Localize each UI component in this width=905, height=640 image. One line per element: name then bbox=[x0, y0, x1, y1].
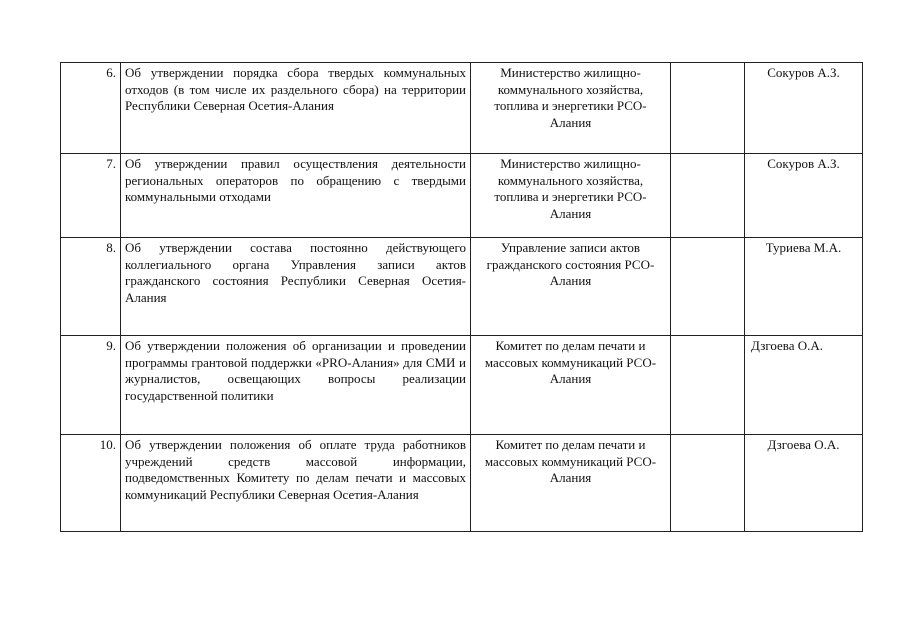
document-title: Об утверждении состава постоянно действующего коллегиального органа Управления записи актов гражданского состояния Республики Северная Осетия-Алания bbox=[121, 238, 471, 336]
table-row bbox=[61, 435, 863, 532]
deadline-cell bbox=[671, 238, 745, 336]
row-number: 8. bbox=[61, 238, 121, 336]
legislation-plan-table bbox=[60, 62, 863, 532]
responsible-body: Комитет по делам печати и массовых коммуникаций РСО-Алания bbox=[471, 435, 671, 532]
document-title: Об утверждении положения об организации и проведении программы грантовой поддержки «PRO-Алания» для СМИ и журналистов, освещающих вопросы реализации государственной политики bbox=[121, 336, 471, 435]
row-number: 10. bbox=[61, 435, 121, 532]
deadline-cell bbox=[671, 154, 745, 238]
responsible-person: Дзгоева О.А. bbox=[745, 435, 863, 532]
responsible-body: Министерство жилищно-коммунального хозяйства, топлива и энергетики РСО-Алания bbox=[471, 63, 671, 154]
deadline-cell bbox=[671, 63, 745, 154]
responsible-person: Дзгоева О.А. bbox=[745, 336, 863, 435]
responsible-body: Управление записи актов гражданского состояния РСО-Алания bbox=[471, 238, 671, 336]
responsible-person: Туриева М.А. bbox=[745, 238, 863, 336]
row-number: 6. bbox=[61, 63, 121, 154]
responsible-body: Комитет по делам печати и массовых коммуникаций РСО-Алания bbox=[471, 336, 671, 435]
document-title: Об утверждении правил осуществления деятельности региональных операторов по обращению с твердыми коммунальными отходами bbox=[121, 154, 471, 238]
document-title: Об утверждении положения об оплате труда работников учреждений средств массовой информации, подведомственных Комитету по делам печати и массовых коммуникаций Республики Северная Осетия-Алания bbox=[121, 435, 471, 532]
deadline-cell bbox=[671, 435, 745, 532]
table-row bbox=[61, 238, 863, 336]
row-number: 7. bbox=[61, 154, 121, 238]
table-row bbox=[61, 336, 863, 435]
deadline-cell bbox=[671, 336, 745, 435]
document-title: Об утверждении порядка сбора твердых коммунальных отходов (в том числе их раздельного сбора) на территории Республики Северная Осетия-Алания bbox=[121, 63, 471, 154]
table-row bbox=[61, 63, 863, 154]
responsible-person: Сокуров А.З. bbox=[745, 154, 863, 238]
table-row bbox=[61, 154, 863, 238]
responsible-body: Министерство жилищно-коммунального хозяйства, топлива и энергетики РСО-Алания bbox=[471, 154, 671, 238]
row-number: 9. bbox=[61, 336, 121, 435]
responsible-person: Сокуров А.З. bbox=[745, 63, 863, 154]
